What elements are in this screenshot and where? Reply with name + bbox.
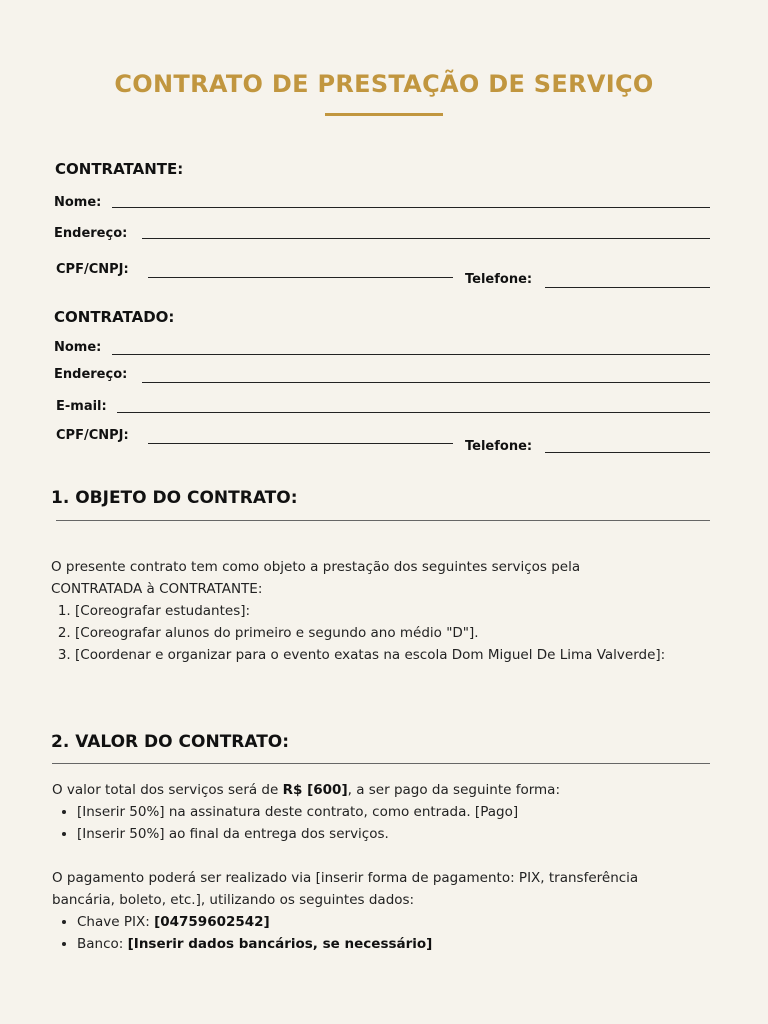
contratante-cpf-label: CPF/CNPJ: (56, 262, 129, 277)
contratado-endereco-label: Endereço: (54, 367, 128, 382)
section2-heading: 2. VALOR DO CONTRATO: (51, 732, 290, 752)
section1-intro-line2: CONTRATADA à CONTRATANTE: (51, 581, 263, 597)
contratante-telefone-label: Telefone: (465, 272, 533, 287)
contratado-label: CONTRATADO: (54, 308, 175, 326)
service-list (51, 600, 731, 666)
bank-item (77, 933, 732, 955)
section2-divider (52, 763, 710, 764)
service-item: 2. [Coreografar alunos do primeiro e segundo ano médio "D"]. (75, 622, 731, 644)
contratante-telefone-field[interactable] (545, 287, 710, 288)
section1-divider (56, 520, 710, 521)
contract-value-line (52, 779, 732, 801)
contratado-telefone-label: Telefone: (465, 439, 533, 454)
payment-item: • [Inserir 50%] na assinatura deste contrato, como entrada. [Pago] (77, 801, 732, 823)
payment-method-line2: bancária, boleto, etc.], utilizando os seguintes dados: (52, 892, 415, 908)
contratado-email-label: E-mail: (56, 399, 107, 414)
contratado-email-field[interactable] (117, 412, 710, 413)
section1-heading: 1. OBJETO DO CONTRATO: (51, 488, 298, 508)
bank-details-list (52, 911, 732, 955)
service-item: 1. [Coreografar estudantes]: (75, 600, 731, 622)
contratado-nome-label: Nome: (54, 340, 102, 355)
value-amount: R$ [600] (282, 782, 348, 798)
value-prefix: O valor total dos serviços será de (52, 782, 283, 798)
bank-label: Banco: (77, 936, 128, 952)
section1-intro-line1: O presente contrato tem como objeto a prestação dos seguintes serviços pela (51, 559, 581, 575)
section2-body (52, 779, 732, 955)
document-title: CONTRATO DE PRESTAÇÃO DE SERVIÇO (114, 70, 654, 98)
contratante-nome-field[interactable] (112, 207, 710, 208)
pix-label: Chave PIX: (77, 914, 155, 930)
spacer (52, 845, 732, 867)
contratante-endereco-label: Endereço: (54, 226, 128, 241)
contratante-endereco-field[interactable] (142, 238, 710, 239)
pix-item (77, 911, 732, 933)
contratante-label: CONTRATANTE: (55, 160, 184, 178)
payment-list (52, 801, 732, 845)
service-item: 3. [Coordenar e organizar para o evento exatas na escola Dom Miguel De Lima Valverde]: (75, 644, 731, 666)
section1-body (51, 556, 731, 666)
contratado-endereco-field[interactable] (142, 382, 710, 383)
contratado-nome-field[interactable] (112, 354, 710, 355)
payment-item: • [Inserir 50%] ao final da entrega dos serviços. (77, 823, 732, 845)
contratante-cpf-field[interactable] (148, 277, 453, 278)
contratado-telefone-field[interactable] (545, 452, 710, 453)
contratado-cpf-field[interactable] (148, 443, 453, 444)
pix-value: [04759602542] (154, 914, 270, 930)
contratante-nome-label: Nome: (54, 195, 102, 210)
title-underline (325, 113, 443, 116)
value-suffix: , a ser pago da seguinte forma: (347, 782, 561, 798)
payment-method-line1: O pagamento poderá ser realizado via [inserir forma de pagamento: PIX, transferência (52, 870, 639, 886)
bank-value: [Inserir dados bancários, se necessário] (127, 936, 433, 952)
contratado-cpf-label: CPF/CNPJ: (56, 428, 129, 443)
